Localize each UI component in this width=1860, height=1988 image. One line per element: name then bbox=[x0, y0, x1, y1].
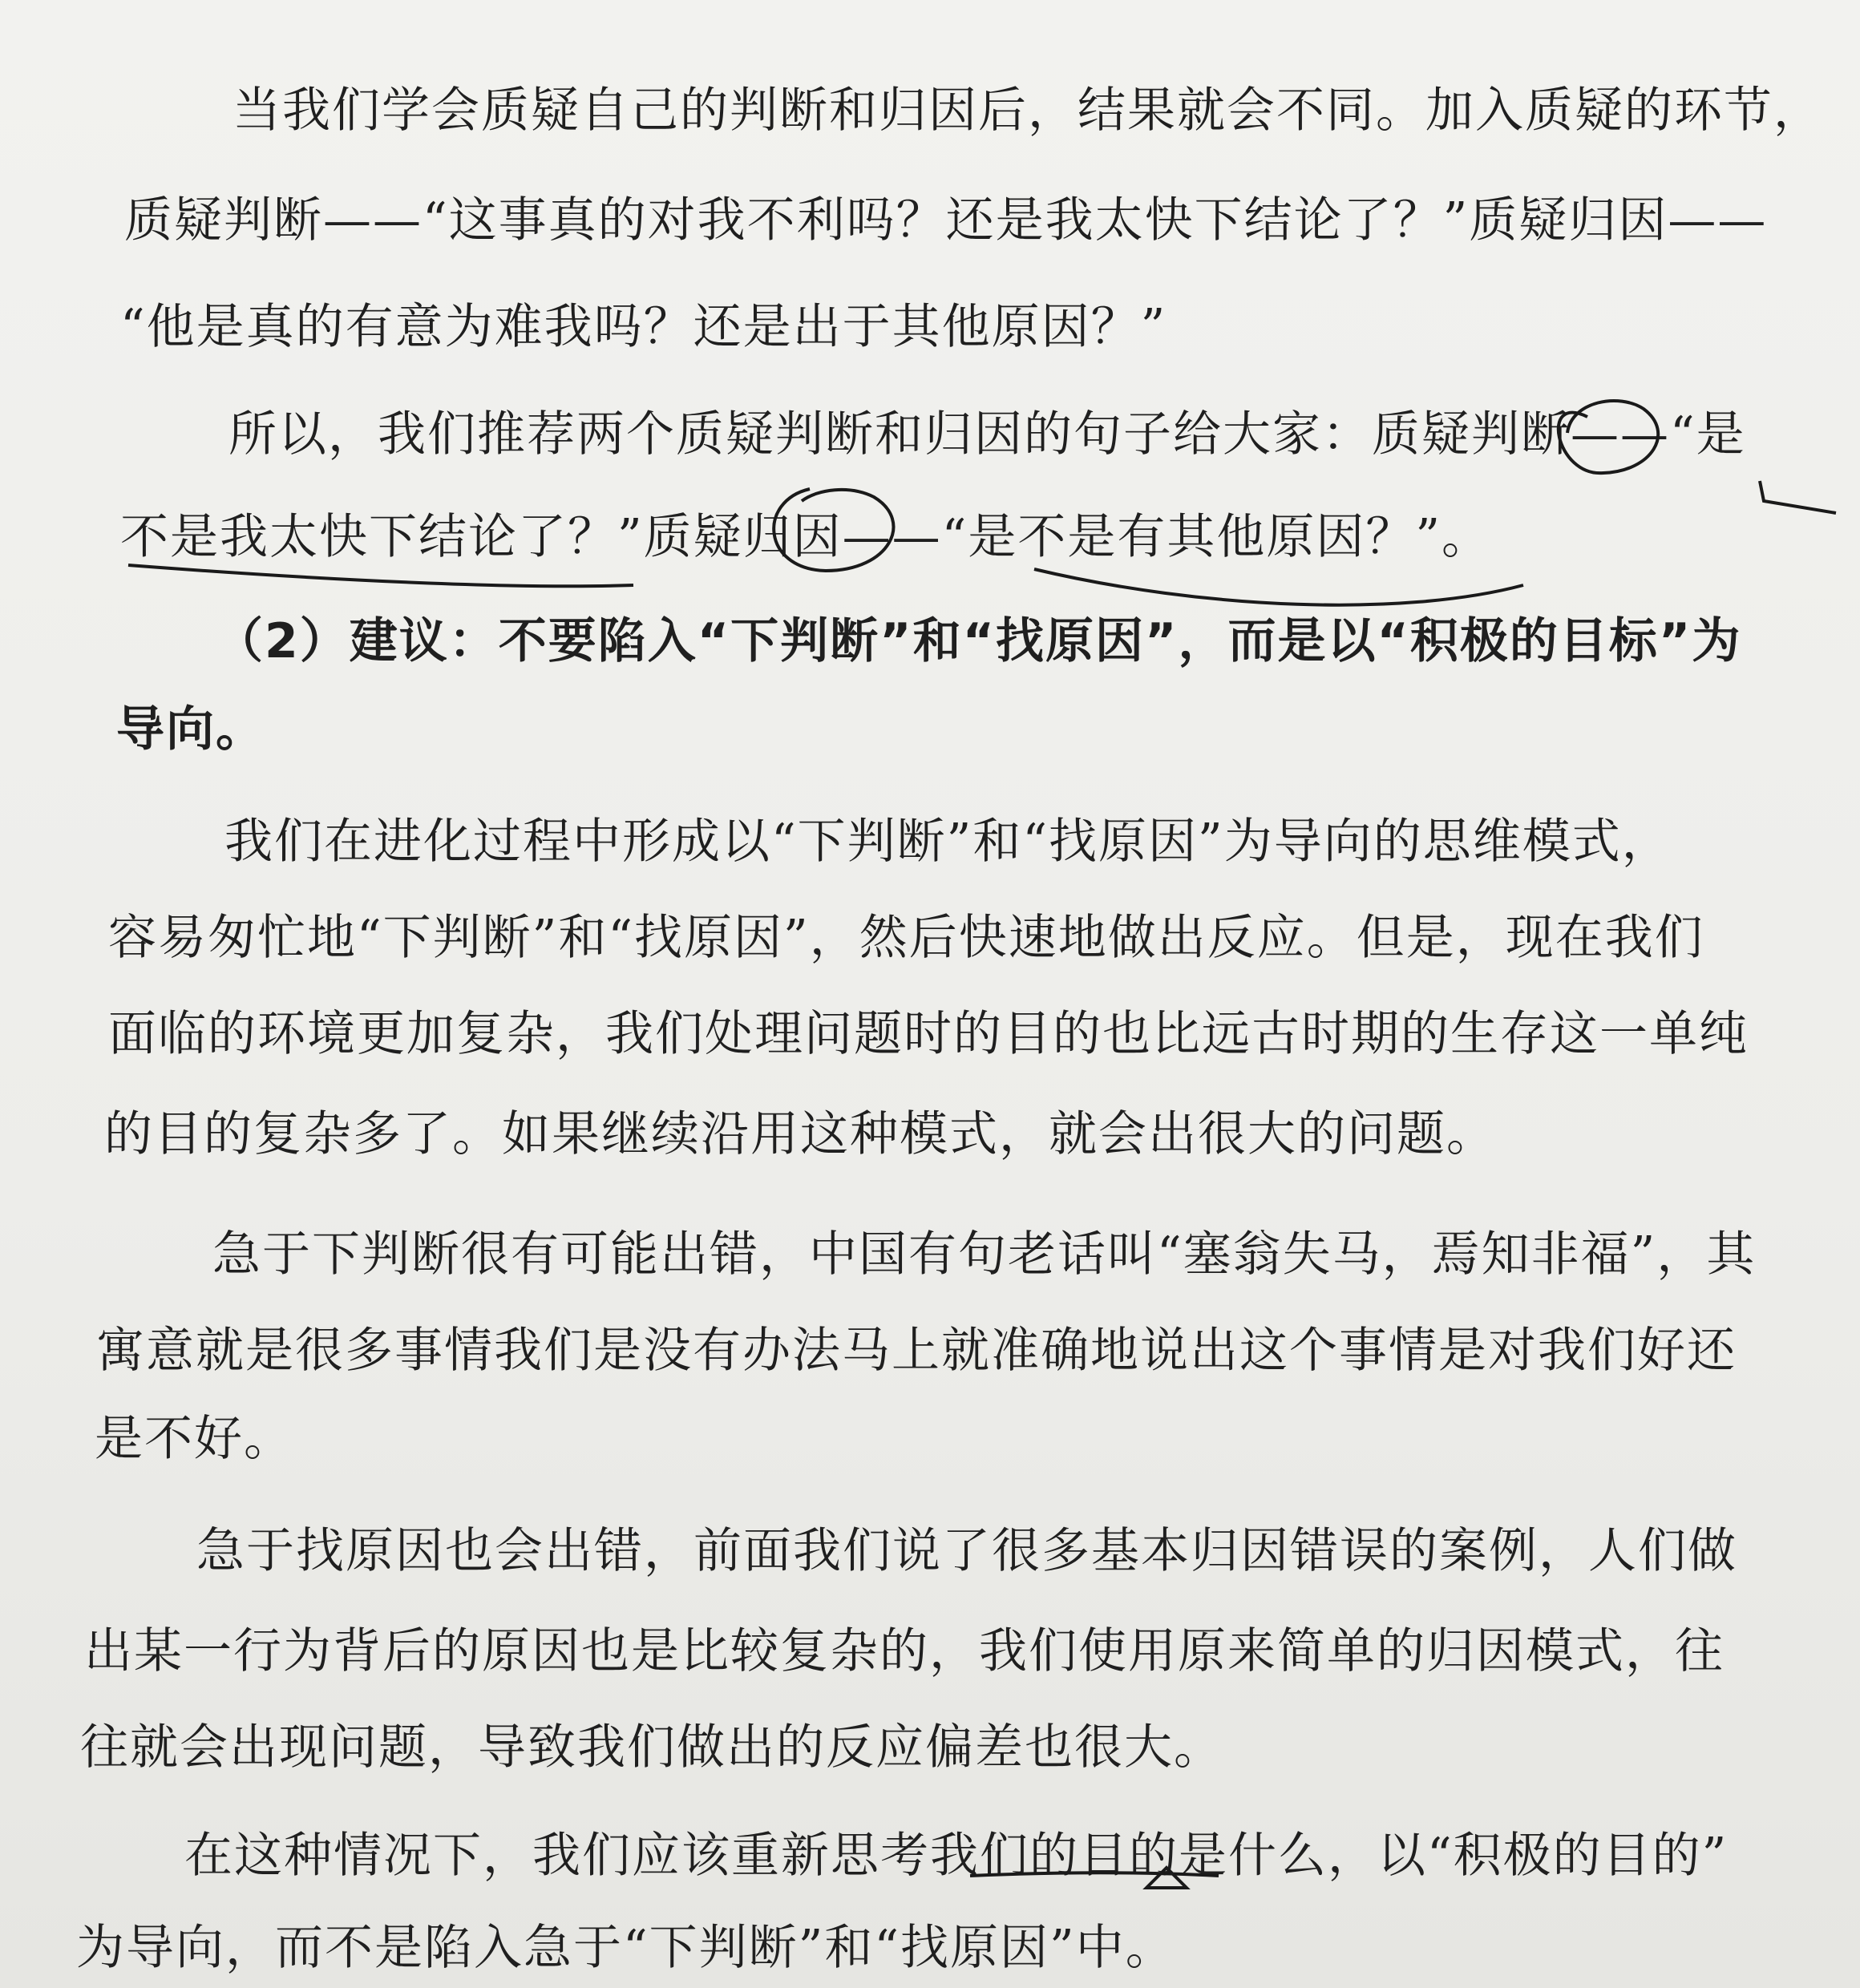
underline-annotation-1 bbox=[128, 565, 633, 586]
paragraph-4-line-2: 寓意就是很多事情我们是没有办法马上就准确地说出这个事情是对我们好还 bbox=[96, 1323, 1737, 1379]
paragraph-1-line-3: “他是真的有意为难我吗？还是出于其他原因？” bbox=[120, 299, 1167, 355]
paragraph-5-line-3: 往就会出现问题，导致我们做出的反应偏差也很大。 bbox=[80, 1719, 1223, 1776]
paragraph-3-line-4: 的目的复杂多了。如果继续沿用这种模式，就会出很大的问题。 bbox=[104, 1106, 1496, 1162]
paragraph-3-line-1: 我们在进化过程中形成以“下判断”和“找原因”为导向的思维模式， bbox=[224, 814, 1672, 870]
paragraph-5-line-1: 急于找原因也会出错，前面我们说了很多基本归因错误的案例，人们做 bbox=[196, 1523, 1737, 1579]
suggestion-heading-line-2: 导向。 bbox=[116, 701, 265, 758]
paragraph-2-line-2: 不是我太快下结论了？”质疑归因——“是不是有其他原因？”。 bbox=[120, 509, 1492, 565]
paragraph-6-line-2: 为导向，而不是陷入急于“下判断”和“找原因”中。 bbox=[76, 1920, 1175, 1976]
paragraph-1-line-2: 质疑判断——“这事真的对我不利吗？还是我太快下结论了？”质疑归因—— bbox=[124, 192, 1768, 248]
corner-annotation-bracket bbox=[1760, 481, 1836, 513]
paragraph-4-line-1: 急于下判断很有可能出错，中国有句老话叫“塞翁失马，焉知非福”，其 bbox=[212, 1226, 1757, 1283]
paragraph-5-line-2: 出某一行为背后的原因也是比较复杂的，我们使用原来简单的归因模式，往 bbox=[84, 1623, 1725, 1679]
paragraph-3-line-3: 面临的环境更加复杂，我们处理问题时的目的也比远古时期的生存这一单纯 bbox=[108, 1006, 1749, 1062]
paragraph-2-line-1: 所以，我们推荐两个质疑判断和归因的句子给大家：质疑判断——“是 bbox=[228, 406, 1746, 463]
underline-annotation-2 bbox=[1034, 569, 1523, 605]
paragraph-4-line-3: 是不好。 bbox=[95, 1411, 293, 1467]
paragraph-6-line-1: 在这种情况下，我们应该重新思考我们的目的是什么，以“积极的目的” bbox=[184, 1828, 1729, 1884]
suggestion-heading-line-1: （2）建议：不要陷入“下判断”和“找原因”，而是以“积极的目标”为 bbox=[215, 613, 1742, 669]
paragraph-3-line-2: 容易匆忙地“下判断”和“找原因”，然后快速地做出反应。但是，现在我们 bbox=[108, 910, 1704, 966]
paragraph-1-line-1: 当我们学会质疑自己的判断和归因后，结果就会不同。加入质疑的环节， bbox=[232, 83, 1823, 139]
